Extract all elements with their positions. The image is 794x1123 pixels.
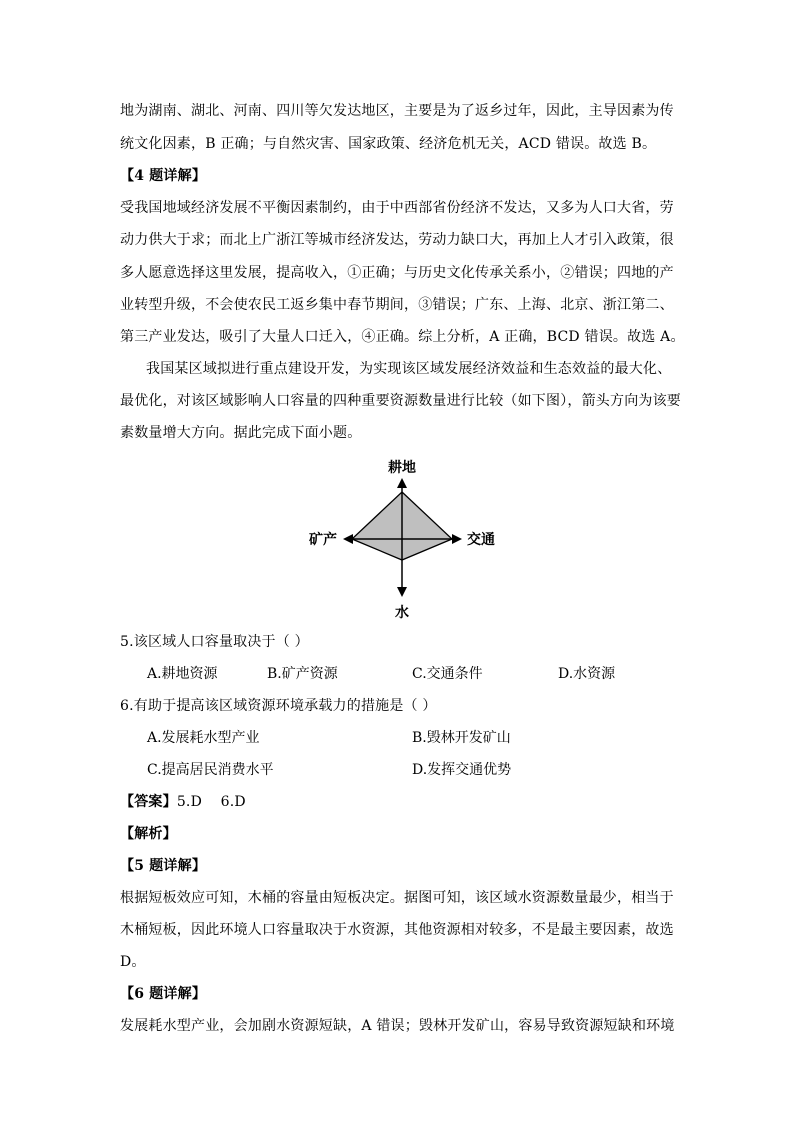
arrow-right-icon — [452, 534, 462, 544]
label-bottom: 水 — [395, 605, 409, 621]
paragraph-line: 素数量增大方向。据此完成下面小题。 — [120, 425, 362, 441]
label-top: 耕地 — [388, 460, 416, 476]
arrow-up-icon — [397, 478, 407, 488]
paragraph-line: 多人愿意选择这里发展，提高收入，①正确；与历史文化传承关系小，②错误；四地的产 — [120, 265, 674, 281]
paragraph-line: 受我国地域经济发展不平衡因素制约，由于中西部省份经济不发达，又多为人口大省，劳 — [120, 200, 674, 216]
option-b: B.毁林开发矿山 — [412, 730, 511, 746]
analysis-heading: 【解析】 — [120, 826, 177, 842]
question-stem: 5.该区域人口容量取决于（ ） — [120, 634, 309, 650]
paragraph-line: 地为湖南、湖北、河南、四川等欠发达地区，主要是为了返乡过年，因此，主导因素为传 — [120, 103, 674, 119]
paragraph-line: 第三产业发达，吸引了大量人口迁入，④正确。综上分析，A 正确，BCD 错误。故选 A。 — [120, 329, 685, 345]
option-d: D.水资源 — [558, 666, 616, 682]
arrow-left-icon — [343, 534, 353, 544]
paragraph-line: 动力供大于求；而北上广浙江等城市经济发达，劳动力缺口大，再加上人才引入政策，很 — [120, 232, 674, 248]
paragraph-line: D。 — [120, 954, 146, 970]
option-a: A.发展耗水型产业 — [147, 730, 260, 746]
paragraph-line: 我国某区域拟进行重点建设开发，为实现该区域发展经济效益和生态效益的最大化、 — [146, 361, 672, 377]
section-heading: 【5 题详解】 — [120, 858, 207, 874]
answer-text: 5.D 6.D — [176, 794, 246, 810]
paragraph-line: 根据短板效应可知，木桶的容量由短板决定。据图可知，该区域水资源数量最少，相当于 — [120, 890, 674, 906]
section-heading: 【6 题详解】 — [120, 986, 207, 1002]
label-left: 矿产 — [309, 532, 337, 548]
option-c: C.交通条件 — [412, 666, 483, 682]
paragraph-line: 发展耗水型产业，会加剧水资源短缺，A 错误；毁林开发矿山，容易导致资源短缺和环境 — [120, 1018, 675, 1034]
section-heading: 【4 题详解】 — [120, 168, 207, 184]
paragraph-line: 统文化因素，B 正确；与自然灾害、国家政策、经济危机无关，ACD 错误。故选 B。 — [120, 136, 657, 152]
answer-line — [120, 793, 246, 811]
option-a: A.耕地资源 — [147, 666, 218, 682]
paragraph-line: 业转型升级，不会使农民工返乡集中春节期间，③错误；广东、上海、北京、浙江第二、 — [120, 297, 674, 313]
answer-label: 【答案】 — [120, 794, 177, 810]
paragraph-line: 最优化，对该区域影响人口容量的四种重要资源数量进行比较（如下图），箭头方向为该要 — [120, 393, 681, 409]
label-right: 交通 — [467, 532, 495, 548]
option-b: B.矿产资源 — [267, 666, 338, 682]
paragraph-line: 木桶短板，因此环境人口容量取决于水资源，其他资源相对较多，不是最主要因素，故选 — [120, 922, 674, 938]
arrow-down-icon — [397, 587, 407, 597]
option-c: C.提高居民消费水平 — [147, 762, 274, 778]
option-d: D.发挥交通优势 — [412, 762, 512, 778]
question-stem: 6.有助于提高该区域资源环境承载力的措施是（ ） — [120, 698, 437, 714]
